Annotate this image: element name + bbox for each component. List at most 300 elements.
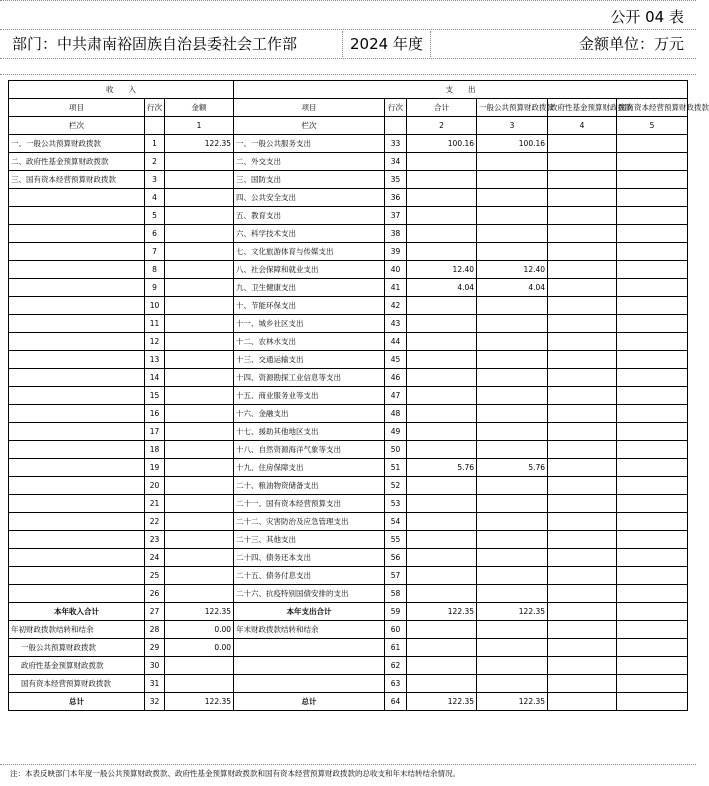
expense-gov-fund [548, 189, 617, 207]
income-amount [165, 423, 234, 441]
income-amount-header: 金额 [165, 99, 234, 117]
income-item: 三、国有资本经营预算财政拨款 [9, 171, 145, 189]
expense-total: 122.35 [407, 693, 477, 711]
income-amount [165, 531, 234, 549]
income-line-no: 5 [145, 207, 165, 225]
income-line-no: 3 [145, 171, 165, 189]
expense-gov-fund [548, 171, 617, 189]
income-amount [165, 225, 234, 243]
income-amount [165, 657, 234, 675]
income-item [9, 459, 145, 477]
expense-item: 十九、住房保障支出 [234, 459, 385, 477]
expense-gov-fund [548, 207, 617, 225]
expense-total [407, 405, 477, 423]
expense-general-budget [477, 585, 548, 603]
col-index-1: 1 [165, 117, 234, 135]
expense-gov-fund [548, 423, 617, 441]
expense-line-no: 45 [385, 351, 407, 369]
expense-item: 十六、金融支出 [234, 405, 385, 423]
table-row [9, 477, 688, 495]
expense-item: 十八、自然资源海洋气象等支出 [234, 441, 385, 459]
expense-state-capital [617, 207, 688, 225]
expense-state-capital [617, 567, 688, 585]
expense-general-budget [477, 423, 548, 441]
table-row [9, 585, 688, 603]
expense-line-no: 41 [385, 279, 407, 297]
income-amount [165, 171, 234, 189]
income-item [9, 423, 145, 441]
expense-gov-fund [548, 621, 617, 639]
expense-state-capital [617, 459, 688, 477]
expense-gov-fund [548, 333, 617, 351]
expense-item: 四、公共安全支出 [234, 189, 385, 207]
expense-general-budget: 100.16 [477, 135, 548, 153]
expense-item: 二、外交支出 [234, 153, 385, 171]
footer-dotted-line [0, 764, 696, 765]
expense-state-capital [617, 531, 688, 549]
expense-line-no: 55 [385, 531, 407, 549]
income-line-no: 22 [145, 513, 165, 531]
expense-general-budget [477, 495, 548, 513]
income-item [9, 279, 145, 297]
income-amount [165, 459, 234, 477]
expense-gov-fund [548, 459, 617, 477]
expense-total: 5.76 [407, 459, 477, 477]
expense-line-no: 46 [385, 369, 407, 387]
income-line-no: 18 [145, 441, 165, 459]
expense-item: 八、社会保障和就业支出 [234, 261, 385, 279]
expense-state-capital [617, 135, 688, 153]
form-code: 公开 04 表 [610, 8, 684, 26]
expense-line-no: 40 [385, 261, 407, 279]
expense-total: 122.35 [407, 603, 477, 621]
expense-item: 本年支出合计 [234, 603, 385, 621]
income-item [9, 387, 145, 405]
expense-state-capital [617, 297, 688, 315]
expense-total [407, 207, 477, 225]
expense-state-capital [617, 639, 688, 657]
table-row [9, 657, 688, 675]
expense-gov-fund [548, 387, 617, 405]
income-amount [165, 495, 234, 513]
expense-state-capital [617, 351, 688, 369]
income-item: 一般公共预算财政拨款 [9, 639, 145, 657]
expense-item [234, 657, 385, 675]
table-note: 注：本表反映部门本年度一般公共预算财政拨款、政府性基金预算财政拨款和国有资本经营预算财政拨款的总收支和年末结转结余情况。 [10, 769, 460, 778]
expense-general-budget [477, 531, 548, 549]
expense-total [407, 675, 477, 693]
expense-state-capital [617, 405, 688, 423]
income-item [9, 513, 145, 531]
expense-gov-fund [548, 135, 617, 153]
expense-state-capital [617, 441, 688, 459]
income-line-no: 17 [145, 423, 165, 441]
expense-line-no: 59 [385, 603, 407, 621]
income-item [9, 315, 145, 333]
income-line-no: 23 [145, 531, 165, 549]
income-item [9, 405, 145, 423]
expense-item [234, 675, 385, 693]
income-amount [165, 153, 234, 171]
expense-item: 十二、农林水支出 [234, 333, 385, 351]
expense-gov-fund [548, 441, 617, 459]
expense-item: 二十三、其他支出 [234, 531, 385, 549]
expense-state-capital [617, 279, 688, 297]
expense-total [407, 495, 477, 513]
income-item-header: 项目 [9, 99, 145, 117]
expense-general-budget [477, 351, 548, 369]
expense-item: 十、节能环保支出 [234, 297, 385, 315]
expense-state-capital [617, 549, 688, 567]
expense-line-no: 35 [385, 171, 407, 189]
income-item [9, 207, 145, 225]
income-line-no: 6 [145, 225, 165, 243]
income-item [9, 297, 145, 315]
income-line-no: 10 [145, 297, 165, 315]
expense-general-budget [477, 657, 548, 675]
expense-general-budget: 4.04 [477, 279, 548, 297]
expense-gov-fund [548, 657, 617, 675]
income-line-no: 21 [145, 495, 165, 513]
table-row [9, 513, 688, 531]
expense-line-no: 44 [385, 333, 407, 351]
expense-item: 总计 [234, 693, 385, 711]
income-line-no: 27 [145, 603, 165, 621]
expense-gov-fund [548, 297, 617, 315]
expense-general-budget [477, 297, 548, 315]
expense-total [407, 531, 477, 549]
expense-total-header: 合计 [407, 99, 477, 117]
expense-state-capital [617, 603, 688, 621]
income-line-no: 1 [145, 135, 165, 153]
fiscal-year: 2024 年度 [350, 35, 423, 53]
income-amount [165, 585, 234, 603]
table-row [9, 225, 688, 243]
state-capital-header: 国有资本经营预算财政拨款 [617, 99, 688, 117]
expense-gov-fund [548, 279, 617, 297]
income-amount [165, 477, 234, 495]
expense-line-no: 37 [385, 207, 407, 225]
expense-total [407, 297, 477, 315]
expense-total [407, 243, 477, 261]
expense-total [407, 657, 477, 675]
income-item: 年初财政拨款结转和结余 [9, 621, 145, 639]
expense-total [407, 369, 477, 387]
expense-gov-fund [548, 549, 617, 567]
income-amount [165, 279, 234, 297]
table-row [9, 423, 688, 441]
income-line-no: 31 [145, 675, 165, 693]
expense-state-capital [617, 369, 688, 387]
income-item [9, 495, 145, 513]
budget-table [8, 80, 709, 711]
expense-line-no: 38 [385, 225, 407, 243]
expense-general-budget [477, 621, 548, 639]
expense-general-budget: 12.40 [477, 261, 548, 279]
expense-total [407, 315, 477, 333]
expense-gov-fund [548, 531, 617, 549]
expense-general-budget [477, 207, 548, 225]
col-index-label: 栏次 [9, 117, 145, 135]
expense-line-no: 33 [385, 135, 407, 153]
expense-total [407, 441, 477, 459]
expense-line-no: 64 [385, 693, 407, 711]
expense-line-no: 54 [385, 513, 407, 531]
income-line-no: 28 [145, 621, 165, 639]
expense-item: 九、卫生健康支出 [234, 279, 385, 297]
expense-gov-fund [548, 405, 617, 423]
income-item [9, 549, 145, 567]
col-index-5: 5 [617, 117, 688, 135]
income-amount [165, 567, 234, 585]
income-line-no: 4 [145, 189, 165, 207]
income-item [9, 531, 145, 549]
income-line-no-header: 行次 [145, 99, 165, 117]
table-row [9, 297, 688, 315]
table-row [9, 279, 688, 297]
income-amount [165, 243, 234, 261]
table-row [9, 621, 688, 639]
expense-total: 12.40 [407, 261, 477, 279]
expense-total [407, 333, 477, 351]
expense-general-budget: 122.35 [477, 603, 548, 621]
expense-state-capital [617, 171, 688, 189]
table-row [9, 495, 688, 513]
income-amount [165, 333, 234, 351]
expense-total: 100.16 [407, 135, 477, 153]
expense-total [407, 423, 477, 441]
expense-line-no: 62 [385, 657, 407, 675]
expense-item [234, 639, 385, 657]
income-amount: 122.35 [165, 693, 234, 711]
income-item: 本年收入合计 [9, 603, 145, 621]
expense-item: 二十一、国有资本经营预算支出 [234, 495, 385, 513]
expense-item-header: 项目 [234, 99, 385, 117]
expense-item: 二十、粮油物资储备支出 [234, 477, 385, 495]
income-line-no: 13 [145, 351, 165, 369]
income-item [9, 585, 145, 603]
income-line-no: 30 [145, 657, 165, 675]
expense-general-budget [477, 639, 548, 657]
expense-line-no: 39 [385, 243, 407, 261]
expense-gov-fund [548, 261, 617, 279]
expense-item: 十三、交通运输支出 [234, 351, 385, 369]
expense-item: 十七、援助其他地区支出 [234, 423, 385, 441]
expense-state-capital [617, 243, 688, 261]
expense-state-capital [617, 693, 688, 711]
expense-state-capital [617, 387, 688, 405]
header-dotted-line-top [0, 29, 696, 30]
expense-total [407, 639, 477, 657]
expense-state-capital [617, 585, 688, 603]
table-row [9, 153, 688, 171]
income-line-no: 20 [145, 477, 165, 495]
expense-gov-fund [548, 153, 617, 171]
income-amount [165, 675, 234, 693]
income-item: 一、一般公共预算财政拨款 [9, 135, 145, 153]
expense-general-budget [477, 513, 548, 531]
expense-gov-fund [548, 243, 617, 261]
expense-item: 十五、商业服务业等支出 [234, 387, 385, 405]
income-amount [165, 441, 234, 459]
expense-state-capital [617, 675, 688, 693]
income-amount [165, 207, 234, 225]
income-line-no: 8 [145, 261, 165, 279]
expense-line-no: 61 [385, 639, 407, 657]
table-row [9, 207, 688, 225]
expense-total [407, 585, 477, 603]
expense-item: 七、文化旅游体育与传媒支出 [234, 243, 385, 261]
table-row [9, 135, 688, 153]
expense-general-budget: 5.76 [477, 459, 548, 477]
income-amount: 122.35 [165, 135, 234, 153]
income-item [9, 189, 145, 207]
expense-line-no-header: 行次 [385, 99, 407, 117]
income-item: 总计 [9, 693, 145, 711]
table-row [9, 693, 688, 711]
expense-line-no: 53 [385, 495, 407, 513]
expense-gov-fund [548, 603, 617, 621]
expense-state-capital [617, 189, 688, 207]
expense-gov-fund [548, 513, 617, 531]
table-row [9, 549, 688, 567]
expense-line-no: 34 [385, 153, 407, 171]
expense-general-budget [477, 369, 548, 387]
expense-line-no: 63 [385, 675, 407, 693]
expense-general-budget [477, 675, 548, 693]
table-row [9, 333, 688, 351]
income-amount [165, 405, 234, 423]
income-amount [165, 387, 234, 405]
expense-total [407, 351, 477, 369]
amount-unit: 金额单位：万元 [578, 35, 684, 53]
expense-general-budget [477, 189, 548, 207]
income-header: 收 入 [9, 81, 234, 99]
expense-line-no: 57 [385, 567, 407, 585]
expense-total [407, 477, 477, 495]
table-row [9, 261, 688, 279]
income-amount [165, 315, 234, 333]
table-row [9, 189, 688, 207]
income-amount [165, 261, 234, 279]
income-amount [165, 297, 234, 315]
col-index-3: 3 [477, 117, 548, 135]
income-item [9, 567, 145, 585]
expense-line-no: 60 [385, 621, 407, 639]
expense-general-budget [477, 315, 548, 333]
expense-item: 三、国防支出 [234, 171, 385, 189]
expense-total [407, 621, 477, 639]
expense-total [407, 549, 477, 567]
expense-item: 十四、资源勘探工业信息等支出 [234, 369, 385, 387]
table-row [9, 171, 688, 189]
expense-state-capital [617, 153, 688, 171]
department-label: 部门：中共肃南裕固族自治县委社会工作部 [12, 35, 298, 53]
income-line-no: 24 [145, 549, 165, 567]
income-item [9, 333, 145, 351]
income-amount: 0.00 [165, 621, 234, 639]
income-line-no: 9 [145, 279, 165, 297]
table-row [9, 531, 688, 549]
expense-gov-fund [548, 639, 617, 657]
table-row [9, 387, 688, 405]
expense-state-capital [617, 495, 688, 513]
expense-general-budget [477, 567, 548, 585]
expense-gov-fund [548, 225, 617, 243]
table-row [9, 603, 688, 621]
general-budget-header: 一般公共预算财政拨款 [477, 99, 548, 117]
income-item [9, 441, 145, 459]
income-line-no: 11 [145, 315, 165, 333]
income-amount [165, 369, 234, 387]
income-line-no: 29 [145, 639, 165, 657]
income-line-no: 16 [145, 405, 165, 423]
income-item [9, 225, 145, 243]
expense-total [407, 387, 477, 405]
income-item: 二、政府性基金预算财政拨款 [9, 153, 145, 171]
expense-item: 六、科学技术支出 [234, 225, 385, 243]
expense-total [407, 567, 477, 585]
table-row [9, 639, 688, 657]
expense-item: 一、一般公共服务支出 [234, 135, 385, 153]
table-row [9, 405, 688, 423]
expense-line-no: 43 [385, 315, 407, 333]
expense-total [407, 153, 477, 171]
expense-gov-fund [548, 693, 617, 711]
expense-line-no: 51 [385, 459, 407, 477]
expense-gov-fund [548, 585, 617, 603]
income-item [9, 243, 145, 261]
expense-general-budget: 122.35 [477, 693, 548, 711]
expense-general-budget [477, 405, 548, 423]
header-dotted-line-bottom [0, 58, 696, 59]
expense-general-budget [477, 243, 548, 261]
income-line-no: 12 [145, 333, 165, 351]
table-row [9, 369, 688, 387]
expense-state-capital [617, 225, 688, 243]
table-row [9, 243, 688, 261]
income-item [9, 369, 145, 387]
expense-line-no: 47 [385, 387, 407, 405]
expense-total: 4.04 [407, 279, 477, 297]
expense-item: 二十六、抗疫特别国债安排的支出 [234, 585, 385, 603]
expense-gov-fund [548, 477, 617, 495]
expense-header: 支 出 [234, 81, 688, 99]
income-item [9, 351, 145, 369]
table-row [9, 567, 688, 585]
income-amount [165, 351, 234, 369]
table-row [9, 315, 688, 333]
income-line-no: 25 [145, 567, 165, 585]
income-amount [165, 549, 234, 567]
expense-state-capital [617, 261, 688, 279]
income-line-no: 19 [145, 459, 165, 477]
expense-line-no: 56 [385, 549, 407, 567]
expense-general-budget [477, 387, 548, 405]
expense-gov-fund [548, 369, 617, 387]
expense-line-no: 48 [385, 405, 407, 423]
expense-general-budget [477, 153, 548, 171]
expense-line-no: 49 [385, 423, 407, 441]
expense-state-capital [617, 621, 688, 639]
income-amount [165, 189, 234, 207]
table-row [9, 459, 688, 477]
income-amount [165, 513, 234, 531]
expense-state-capital [617, 657, 688, 675]
expense-state-capital [617, 315, 688, 333]
expense-line-no: 50 [385, 441, 407, 459]
expense-state-capital [617, 423, 688, 441]
